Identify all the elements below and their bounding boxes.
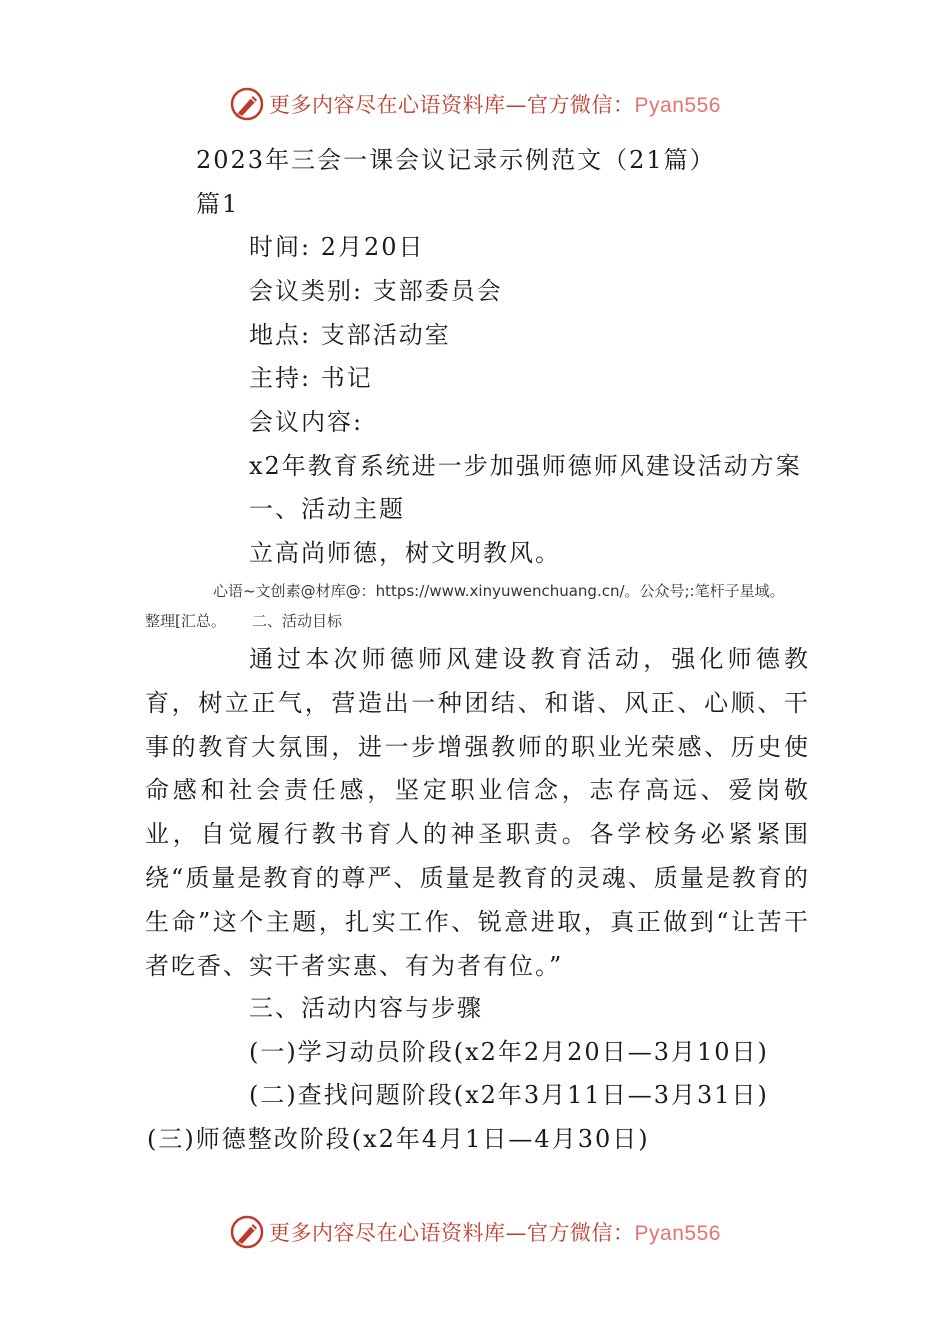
banner-text: 更多内容尽在心语资料库—官方微信： [269, 93, 635, 117]
meta-host: 主持: 书记 [249, 364, 373, 392]
banner-wechat-id: Pyan556 [634, 94, 721, 117]
footer-banner [0, 1212, 950, 1252]
document-title: 2023年三会一课会议记录示例范文（21篇） [196, 146, 716, 174]
meta-content-label: 会议内容: [249, 408, 364, 436]
pen-logo-icon [229, 86, 265, 122]
source-watermark-line: 心语~文创素@材库@：https://www.xinyuwenchuang.cn/。公众号;:笔杆子星域。 [213, 582, 785, 600]
pen-logo-icon [229, 1214, 265, 1250]
heading-activity-theme: 一、活动主题 [249, 495, 405, 523]
goal-paragraph: 通过本次师德师风建设教育活动，强化师德教育，树立正气，营造出一种团结、和谐、风正、心顺、干事的教育大氛围，进一步增强教师的职业光荣感、历史使命感和社会责任感，坚定职业信念，志存高远、爱岗敬业，自觉履行教书育人的神圣职责。各学校务必紧紧围绕“质量是教育的尊严、质量是教育的灵魂、质量是教育的生命”这个主题，扎实工作、锐意进取，真正做到“让苦干者吃香、实干者实惠、有为者有位。” [145, 645, 810, 980]
plan-title: x2年教育系统进一步加强师德师风建设活动方案 [249, 452, 802, 480]
heading-activity-goal: 二、活动目标 [252, 612, 343, 630]
section-label: 篇1 [196, 190, 240, 218]
stage-1: (一)学习动员阶段(x2年2月20日—3月10日) [249, 1038, 769, 1066]
meta-time: 时间: 2月20日 [249, 233, 425, 261]
theme-text: 立高尚师德，树文明教风。 [249, 539, 561, 567]
source-watermark-line-2: 整理[汇总。 [145, 612, 226, 630]
banner-wechat-id: Pyan556 [634, 1222, 721, 1245]
heading-activity-steps: 三、活动内容与步骤 [249, 994, 483, 1022]
banner-text: 更多内容尽在心语资料库—官方微信： [269, 1221, 635, 1245]
stage-3: (三)师德整改阶段(x2年4月1日—4月30日) [147, 1125, 650, 1153]
meta-category: 会议类别: 支部委员会 [249, 277, 503, 305]
meta-location: 地点: 支部活动室 [249, 321, 451, 349]
header-banner [0, 84, 950, 124]
stage-2: (二)查找问题阶段(x2年3月11日—3月31日) [249, 1081, 769, 1109]
